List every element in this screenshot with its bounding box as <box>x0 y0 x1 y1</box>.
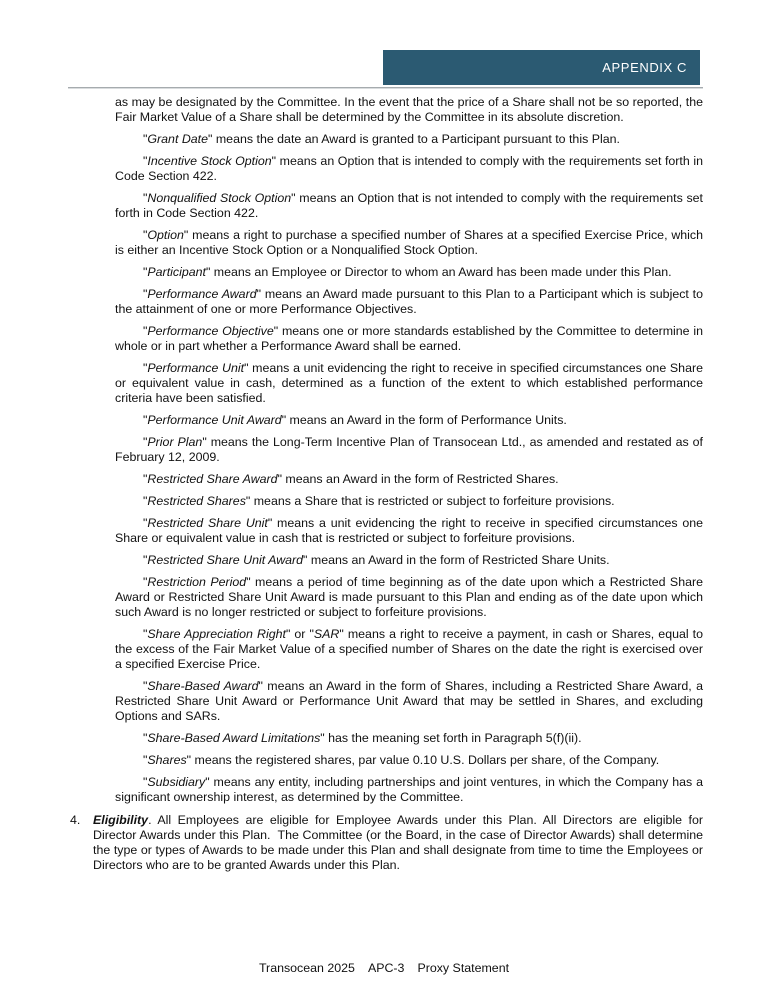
definition-paragraph: "Performance Award" means an Award made pursuant to this Plan to a Participant which is subject to the attainment of one or more Performance Objectives. <box>115 287 704 316</box>
definition-paragraph: "Shares" means the registered shares, par value 0.10 U.S. Dollars per share, of the Company. <box>143 753 660 767</box>
footer-page-number: APC-3 <box>367 961 405 975</box>
document-body <box>70 95 703 873</box>
definition-paragraph: "Restricted Share Unit" means a unit evidencing the right to receive in specified circumstances one Share or equivalent value in cash that is restricted or subject to forfeiture provisions. <box>115 516 703 545</box>
list-item-eligibility <box>70 813 703 873</box>
definition-paragraph: "Incentive Stock Option" means an Option that is intended to comply with the requirements set forth in Code Section 422. <box>115 154 703 183</box>
definition-paragraph: "Nonqualified Stock Option" means an Option that is not intended to comply with the requirements set forth in Code Section 422. <box>115 191 703 220</box>
definition-paragraph: "Restricted Share Unit Award" means an Award in the form of Restricted Share Units. <box>143 553 610 567</box>
definition-paragraph: "Performance Unit" means a unit evidencing the right to receive in specified circumstances one Share or equivalent value in cash, determined as a function of the extent to which established performance criteria have been satisfied. <box>115 361 703 405</box>
appendix-label: APPENDIX C <box>602 60 687 75</box>
definition-paragraph: "Share Appreciation Right" or "SAR" means a right to receive a payment, in cash or Shares, equal to the excess of the Fair Market Value of a specified number of Shares on the date the right is exercised over a specified Exercise Price. <box>115 627 704 671</box>
definition-paragraph: "Restricted Shares" means a Share that is restricted or subject to forfeiture provisions. <box>143 494 615 508</box>
definition-paragraph: "Subsidiary" means any entity, including partnerships and joint ventures, in which the Company has a significant ownership interest, as determined by the Committee. <box>115 775 703 804</box>
definition-paragraph: "Share-Based Award Limitations" has the meaning set forth in Paragraph 5(f)(ii). <box>143 731 582 745</box>
definition-paragraph: "Grant Date" means the date an Award is granted to a Participant pursuant to this Plan. <box>143 132 620 146</box>
footer-doc-name: Proxy Statement <box>417 961 510 975</box>
definition-paragraph: "Performance Unit Award" means an Award in the form of Performance Units. <box>143 413 567 427</box>
eligibility-body: . All Employees are eligible for Employee Awards under this Plan. All Directors are eligible for Director Awards under this Plan. The Committee (or the Board, in the case of Director Awards) shall determine the type or types of Awards to be made under this Plan and shall designate from time to time the Employees or Directors who are to be granted Awards under this Plan. <box>93 813 703 872</box>
appendix-banner <box>383 50 700 85</box>
header-rule <box>68 87 703 89</box>
definition-paragraph: "Prior Plan" means the Long-Term Incentive Plan of Transocean Ltd., as amended and restated as of February 12, 2009. <box>115 435 703 464</box>
definition-paragraph: "Share-Based Award" means an Award in the form of Shares, including a Restricted Share Award, a Restricted Share Unit Award or Performance Unit Award that may be settled in Shares, and excluding Options and SARs. <box>115 679 703 723</box>
list-item-number: 4. <box>70 813 81 827</box>
definitions <box>70 132 703 805</box>
eligibility-lead: Eligibility <box>93 813 149 827</box>
definition-paragraph: "Option" means a right to purchase a specified number of Shares at a specified Exercise Price, which is either an Incentive Stock Option or a Nonqualified Stock Option. <box>115 228 703 257</box>
page-footer <box>0 961 768 975</box>
footer-company: Transocean 2025 <box>258 961 355 975</box>
definition-paragraph: "Restricted Share Award" means an Award in the form of Restricted Shares. <box>143 472 559 486</box>
definition-paragraph: "Participant" means an Employee or Director to whom an Award has been made under this Plan. <box>143 265 672 279</box>
definition-paragraph: "Performance Objective" means one or more standards established by the Committee to determine in whole or in part whether a Performance Award shall be earned. <box>115 324 703 353</box>
intro-paragraph: as may be designated by the Committee. In the event that the price of a Share shall not be so reported, the Fair Market Value of a Share shall be determined by the Committee in its absolute discretion. <box>115 95 703 124</box>
definition-paragraph: "Restriction Period" means a period of time beginning as of the date upon which a Restricted Share Award or Restricted Share Unit Award is made pursuant to this Plan and ending as of the date upon which such Award is no longer restricted or subject to forfeiture provisions. <box>115 575 703 619</box>
list-item-text <box>93 813 703 873</box>
